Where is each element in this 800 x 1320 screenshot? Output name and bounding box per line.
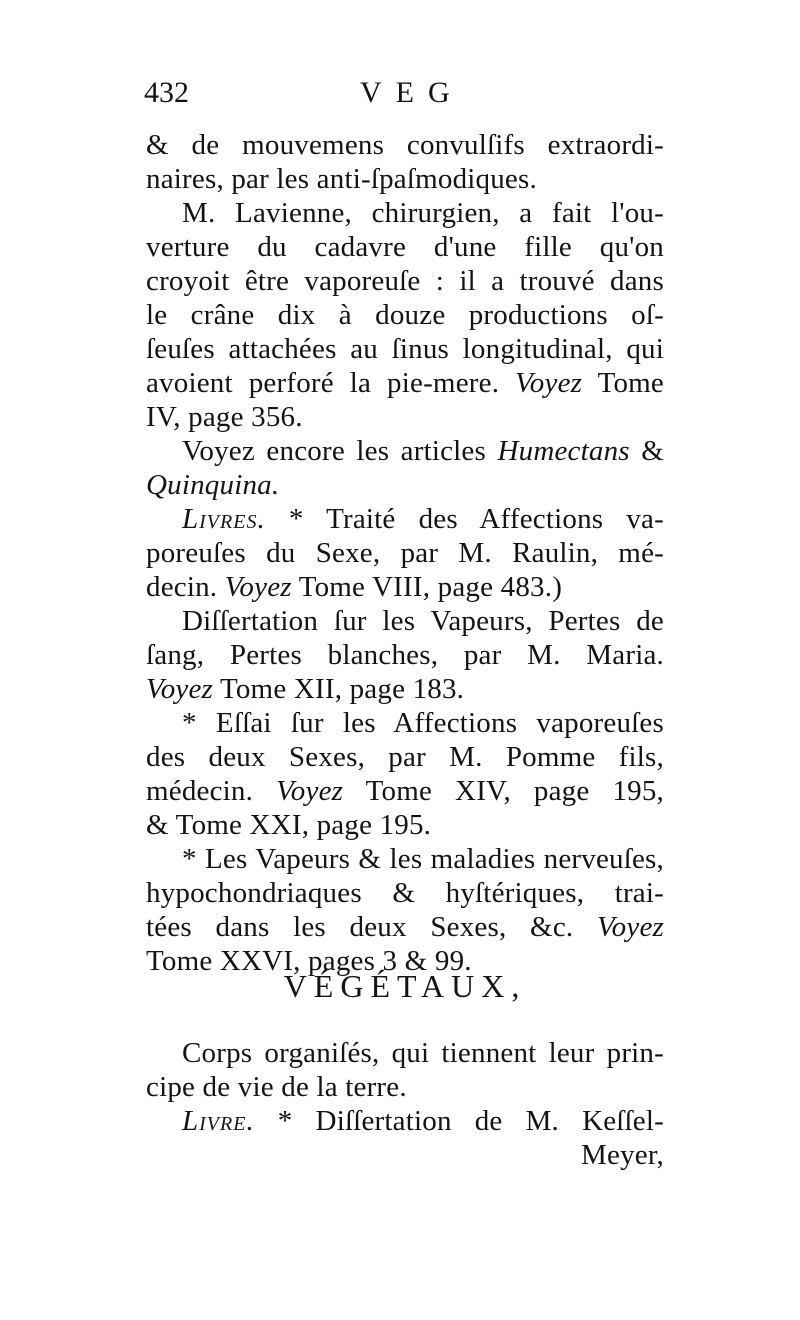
running-head: VEG (360, 76, 464, 109)
text-segment-italic: Voyez (146, 673, 214, 705)
text-segment: * Diſſertation de M. Keſſel- (277, 1105, 664, 1137)
text-line: poreuſes du Sexe, par M. Raulin, mé- (146, 537, 664, 569)
text-segment: Tome VIII, page 483.) (298, 571, 563, 603)
text-line: croyoit être vaporeuſe : il a trouvé dans (146, 265, 664, 297)
text-line: Diſſertation ſur les Vapeurs, Pertes de (182, 605, 664, 637)
text-line (146, 774, 664, 808)
text-segment: Tome XIV, page 195, (365, 775, 665, 807)
text-line (146, 434, 664, 468)
section-label: Livre. (182, 1105, 255, 1137)
text-line: * Eſſai ſur les Affections vaporeuſes (182, 707, 664, 739)
text-line: Corps organiſés, qui tiennent leur prin- (182, 1037, 664, 1069)
text-line: M. Lavienne, chirurgien, a fait l'ou- (182, 197, 664, 229)
text-segment: & (641, 435, 665, 467)
text-line: cipe de vie de la terre. (146, 1071, 407, 1103)
text-line: Quinquina. (146, 469, 280, 501)
text-line (146, 1104, 664, 1138)
page-header (144, 76, 664, 116)
text-line: & de mouvemens convulſifs extraordi- (146, 129, 664, 161)
text-segment-italic: Humectans (497, 435, 630, 467)
text-line (146, 570, 664, 604)
text-line: Meyer, (581, 1139, 664, 1171)
text-line: * Les Vapeurs & les maladies nerveuſes, (182, 843, 664, 875)
text-segment-italic: Voyez (276, 775, 344, 807)
text-segment-italic: Voyez (224, 571, 292, 603)
text-segment: médecin. (146, 775, 254, 807)
text-line: le crâne dix à douze productions oſ- (146, 299, 664, 331)
page-number: 432 (144, 76, 189, 109)
text-line: IV, page 356. (146, 401, 303, 433)
text-line: verture du cadavre d'une fille qu'on (146, 231, 664, 263)
text-segment: tées dans les deux Sexes, &c. (146, 911, 574, 943)
text-line: & Tome XXI, page 195. (146, 809, 432, 841)
text-line (146, 366, 664, 400)
text-segment: * Traité des Affections va- (288, 503, 664, 535)
text-line: ſang, Pertes blanches, par M. Maria. (146, 639, 664, 671)
text-line (146, 502, 664, 536)
text-segment: decin. (146, 571, 218, 603)
section-label: Livres. (182, 503, 266, 535)
text-segment: avoient perforé la pie-mere. (146, 367, 500, 399)
text-line (146, 910, 664, 944)
text-line: Tome XXVI, pages 3 & 99. (146, 945, 472, 977)
text-segment: Voyez encore les articles (182, 435, 486, 467)
text-line: des deux Sexes, par M. Pomme fils, (146, 741, 664, 773)
text-segment-italic: Voyez (596, 911, 664, 943)
text-line: naires, par les anti-ſpaſmodiques. (146, 163, 537, 195)
text-line: ſeuſes attachées au ſinus longitudinal, qui (146, 333, 664, 365)
text-line: hypochondriaques & hyſtériques, trai- (146, 877, 664, 909)
text-segment-italic: Voyez (515, 367, 583, 399)
text-segment: Tome XII, page 183. (219, 673, 465, 705)
text-segment: Tome (597, 367, 664, 399)
section-heading: VÉGÉTAUX, (283, 968, 527, 1004)
text-line (146, 672, 664, 706)
